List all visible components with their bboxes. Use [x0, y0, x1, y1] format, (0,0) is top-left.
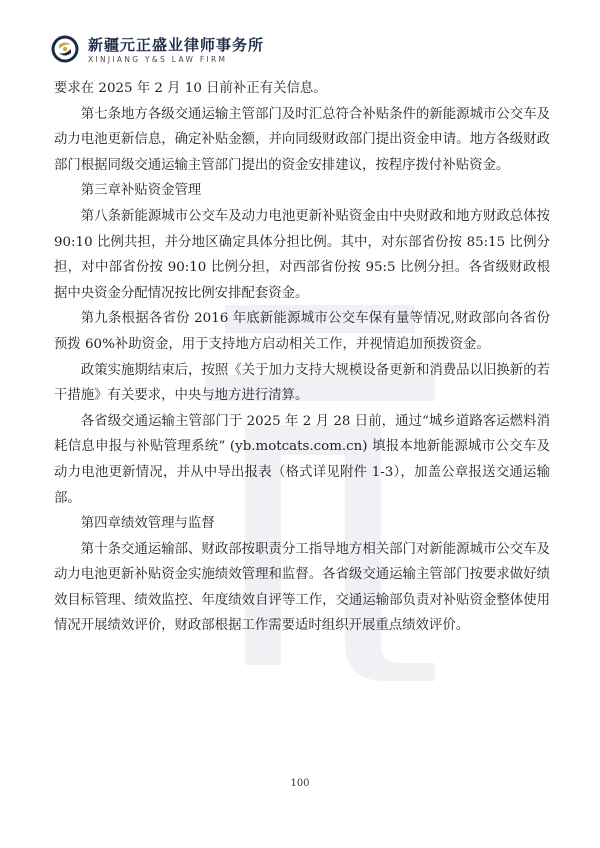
firm-name-cn: 新疆元正盛业律师事务所 [88, 36, 265, 54]
article-7: 第七条地方各级交通运输主管部门及时汇总符合补贴条件的新能源城市公交车及动力电池更新信息，确定补贴金额，并向同级财政部门提出资金申请。地方各级财政部门根据同级交通运输主管部门提出的资金安排建议，按程序拨付补贴资金。 [54, 106, 550, 173]
document-body [54, 76, 550, 639]
clearing-paragraph: 政策实施期结束后，按照《关于加力支持大规模设备更新和消费品以旧换新的若干措施》有关要求，中央与地方进行清算。 [54, 362, 550, 404]
article-9: 第九条根据各省份 2016 年底新能源城市公交车保有量等情况,财政部向各省份预拨 60%补助资金，用于支持地方启动相关工作，并视情追加预拨资金。 [54, 311, 550, 352]
firm-logo-icon [50, 34, 80, 64]
page-number: 100 [290, 778, 310, 789]
letterhead [50, 34, 550, 70]
article-10: 第十条交通运输部、财政部按职责分工指导地方相关部门对新能源城市公交车及动力电池更新补贴资金实施绩效管理和监督。各省级交通运输主管部门按要求做好绩效目标管理、绩效监控、年度绩效自评等工作，交通运输部负责对补贴资金整体使用情况开展绩效评价，财政部根据工作需要适时组织开展重点绩效评价。 [54, 541, 550, 634]
paragraph-continuation: 要求在 2025 年 2 月 10 日前补正有关信息。 [54, 81, 327, 96]
chapter-3-heading: 第三章补贴资金管理 [80, 183, 202, 199]
article-8: 第八条新能源城市公交车及动力电池更新补贴资金由中央财政和地方财政总体按 90:10 比例共担，并分地区确定具体分担比例。其中，对东部省份按 85:15 比例分担，对中部省份按 90:10 比例分担，对西部省份按 95:5 比例分担。各省级财政根据中央资金分配情况按比例安排配套资金。 [54, 208, 550, 301]
firm-name-en: XINJIANG Y&S LAW FIRM [88, 55, 228, 64]
chapter-4-heading: 第四章绩效管理与监督 [80, 516, 215, 532]
reporting-paragraph: 各省级交通运输主管部门于 2025 年 2 月 28 日前，通过“城乡道路客运燃料消耗信息申报与补贴管理系统” (yb.motcats.com.cn) 填报本地新能源城市公交车及动力电池更新情况，并从中导出报表（格式详见附件 1-3），加盖公章报送交通运输部。 [54, 413, 550, 506]
